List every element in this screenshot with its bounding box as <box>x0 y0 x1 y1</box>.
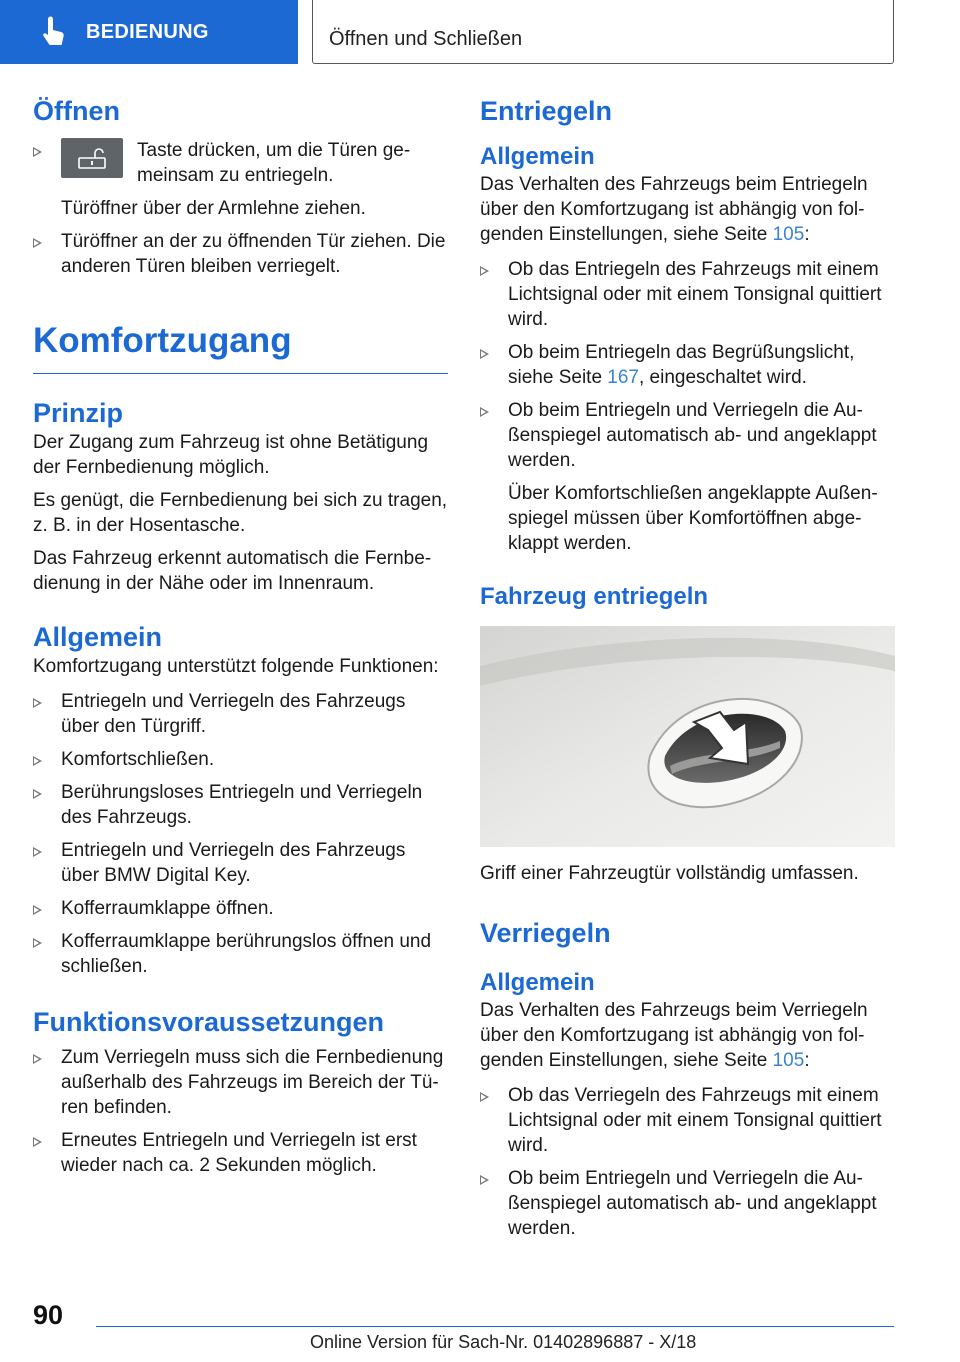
bullet-triangle-icon <box>33 789 42 799</box>
page-title: Öffnen und Schließen <box>329 28 523 50</box>
page-number: 90 <box>33 1300 64 1330</box>
left-column <box>33 94 448 1186</box>
oeffnen-list <box>33 138 448 279</box>
list-item: Kofferraumklappe berührungslos öffnen und schließen. <box>33 929 448 979</box>
oeffnen-item2-text: Türöffner an der zu öffnenden Tür ziehen. Die anderen Türen bleiben verriegelt. <box>61 231 446 277</box>
list-item: Ob das Verriegeln des Fahrzeugs mit einem Lichtsignal oder mit einem Tonsignal quittiert wird. <box>480 1083 896 1158</box>
bullet-triangle-icon <box>33 756 42 766</box>
list-item: Ob das Entriegeln des Fahrzeugs mit einem Lichtsignal oder mit einem Tonsignal quittiert wird. <box>480 257 896 332</box>
bullet-triangle-icon <box>33 1054 42 1064</box>
heading-allgemein-verriegeln: Allgemein <box>480 969 595 996</box>
list-item: Entriegeln und Verriegeln des Fahrzeugs über BMW Digital Key. <box>33 838 448 888</box>
bullet-triangle-icon <box>480 266 489 276</box>
footer-divider <box>96 1326 894 1327</box>
page-link-105[interactable]: 105 <box>772 1050 805 1071</box>
bullet-triangle-icon <box>33 905 42 915</box>
bullet-triangle-icon <box>480 1175 489 1185</box>
prinzip-paragraph-2: Es genügt, die Fernbedienung bei sich zu tragen, z. B. in der Hosentasche. <box>33 490 448 536</box>
chapter-tab[interactable] <box>0 0 298 64</box>
chapter-heading-komfortzugang: Komfortzugang <box>33 319 448 374</box>
page-link-167[interactable]: 167 <box>607 367 639 388</box>
heading-entriegeln: Entriegeln <box>480 96 613 126</box>
allgemein-list <box>33 689 448 979</box>
unlock-key-icon <box>61 138 123 178</box>
list-item: Zum Verriegeln muss sich die Fernbedienung außerhalb des Fahrzeugs im Bereich der Tü-ren befinden. <box>33 1045 448 1120</box>
page-header <box>312 0 894 64</box>
list-item: Ob beim Entriegeln das Begrüßungslicht, siehe Seite 167, eingeschaltet wird. <box>480 340 896 390</box>
oeffnen-item1-text: Taste drücken, um die Türen ge-meinsam zu entriegeln. <box>137 140 411 186</box>
right-column <box>480 94 896 1249</box>
bullet-triangle-icon <box>480 349 489 359</box>
verriegeln-list <box>480 1083 896 1241</box>
list-item <box>33 138 448 221</box>
list-item: Berührungsloses Entriegeln und Verriegeln des Fahrzeugs. <box>33 780 448 830</box>
entriegeln-paragraph: Das Verhalten des Fahrzeugs beim Entriegeln über den Komfortzugang ist abhängig von fol-genden Einstellungen, siehe Seite 105: <box>480 174 868 245</box>
door-handle-photo <box>480 626 895 847</box>
heading-allgemein: Allgemein <box>33 622 163 652</box>
heading-verriegeln: Verriegeln <box>480 918 611 948</box>
list-item: Ob beim Entriegeln und Verriegeln die Au-ßenspiegel automatisch ab- und angeklappt werden. <box>480 1166 896 1241</box>
hand-pointer-icon <box>36 15 70 49</box>
prinzip-paragraph-1: Der Zugang zum Fahrzeug ist ohne Betätigung der Fernbedienung möglich. <box>33 432 429 478</box>
allgemein-intro: Komfortzugang unterstützt folgende Funktionen: <box>33 656 439 677</box>
oeffnen-item1-sub: Türöffner über der Armlehne ziehen. <box>61 198 366 219</box>
entriegeln-list <box>480 257 896 556</box>
page-link-105[interactable]: 105 <box>772 224 805 245</box>
list-item: Entriegeln und Verriegeln des Fahrzeugs über den Türgriff. <box>33 689 448 739</box>
verriegeln-paragraph: Das Verhalten des Fahrzeugs beim Verriegeln über den Komfortzugang ist abhängig von fol-genden Einstellungen, siehe Seite 105: <box>480 1000 868 1071</box>
bullet-triangle-icon <box>33 847 42 857</box>
list-item <box>33 229 448 279</box>
footer-online-version: Online Version für Sach-Nr. 01402896887 - X/18 <box>310 1332 697 1352</box>
bullet-triangle-icon <box>33 698 42 708</box>
bullet-triangle-icon <box>33 1137 42 1147</box>
chapter-label: BEDIENUNG <box>86 20 209 43</box>
heading-allgemein-entriegeln: Allgemein <box>480 143 595 170</box>
funk-list <box>33 1045 448 1178</box>
section-heading-oeffnen: Öffnen <box>33 96 120 126</box>
entriegeln-item3-sub: Über Komfortschließen angeklappte Außen-spiegel müssen über Komfortöffnen abge-klappt werden. <box>508 483 878 554</box>
list-item: Kofferraumklappe öffnen. <box>33 896 448 921</box>
heading-prinzip: Prinzip <box>33 398 124 428</box>
list-item: Komfortschließen. <box>33 747 448 772</box>
bullet-triangle-icon <box>33 938 42 948</box>
list-item: Erneutes Entriegeln und Verriegeln ist erst wieder nach ca. 2 Sekunden möglich. <box>33 1128 448 1178</box>
bullet-triangle-icon <box>480 1092 489 1102</box>
photo-caption: Griff einer Fahrzeugtür vollständig umfassen. <box>480 863 859 884</box>
bullet-triangle-icon <box>480 407 489 417</box>
list-item: Ob beim Entriegeln und Verriegeln die Au-ßenspiegel automatisch ab- und angeklappt werden. Über Komfortschließen angeklappte Außen-spiegel müssen über Komfortöffnen abge-klappt werden. <box>480 398 896 556</box>
heading-funktionsvoraussetzungen: Funktionsvoraussetzungen <box>33 1007 385 1037</box>
heading-fahrzeug-entriegeln: Fahrzeug entriegeln <box>480 583 709 610</box>
prinzip-paragraph-3: Das Fahrzeug erkennt automatisch die Fernbe-dienung in der Nähe oder im Innenraum. <box>33 548 432 594</box>
bullet-triangle-icon <box>33 238 42 248</box>
bullet-triangle-icon <box>33 147 42 157</box>
